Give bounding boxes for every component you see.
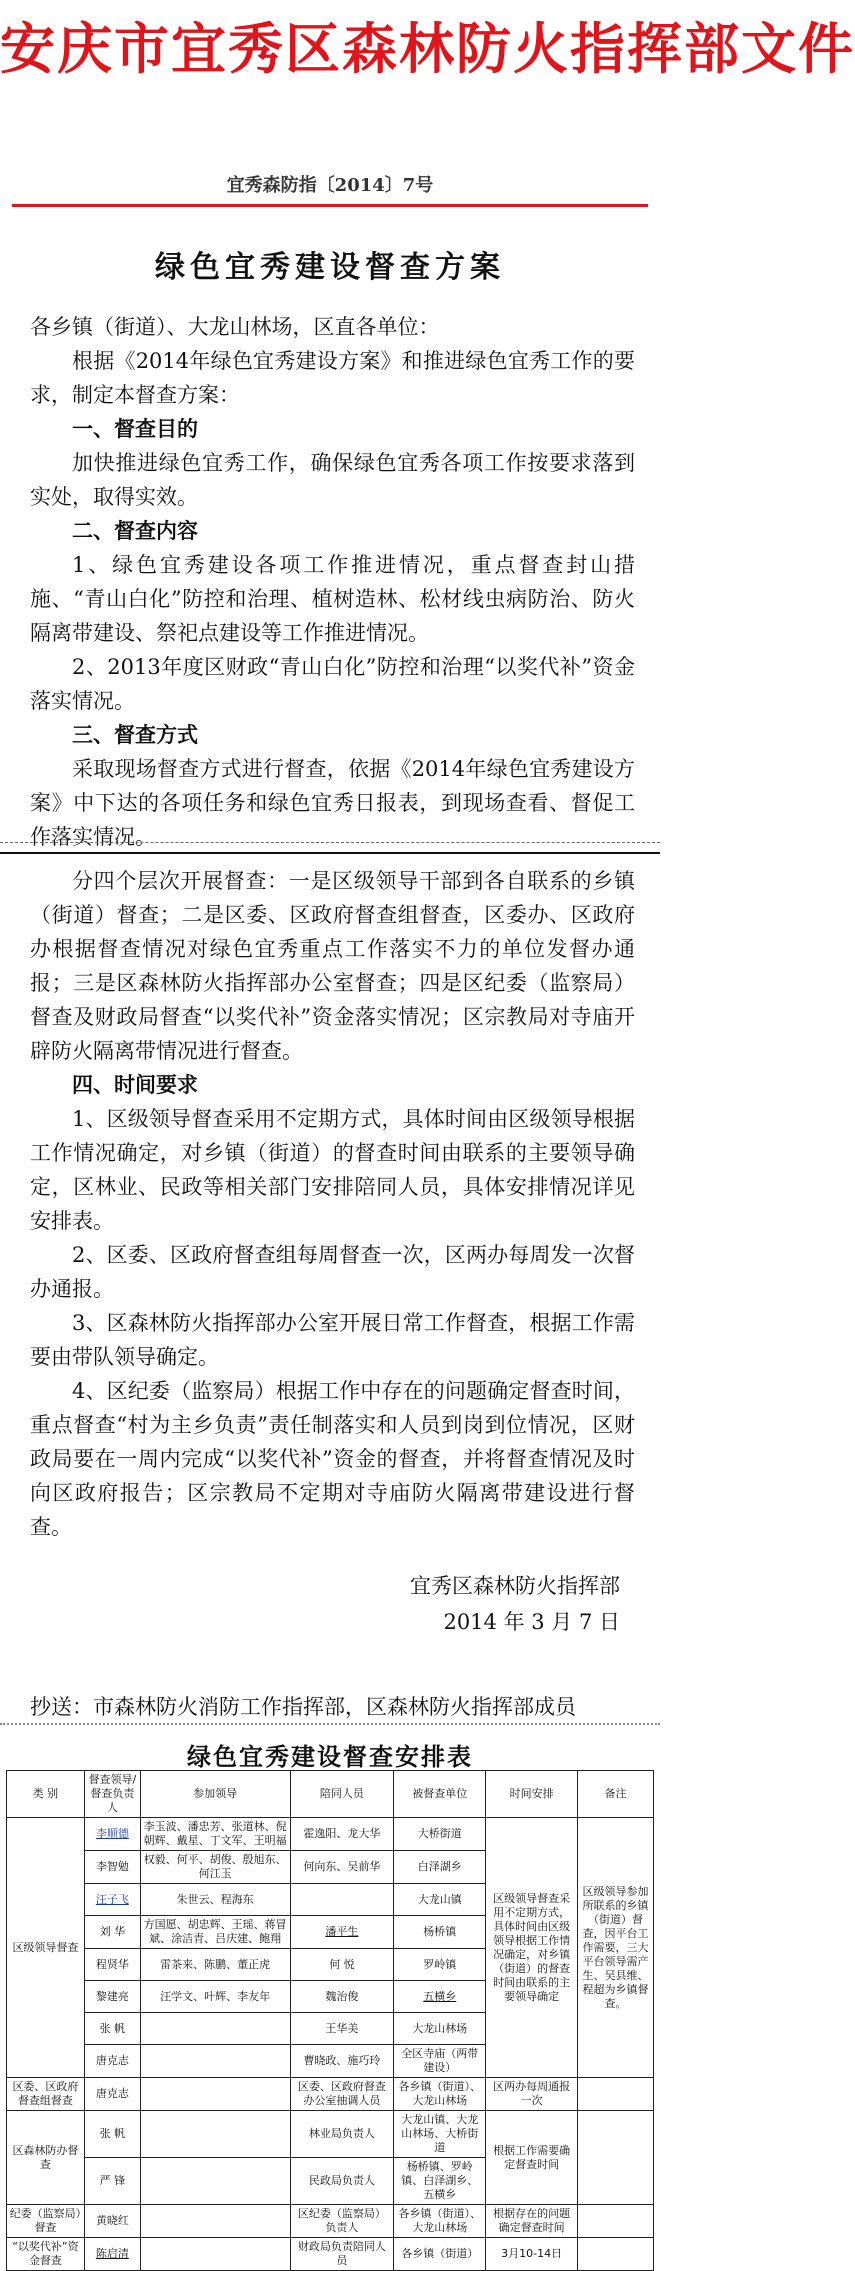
time-cell: 3月10-14日	[486, 2238, 578, 2271]
time-cell: 根据存在的问题确定督查时间	[486, 2205, 578, 2238]
category-cell: 区级领导督查	[7, 1818, 85, 2078]
org-red-header: 安庆市宜秀区森林防火指挥部文件	[0, 17, 855, 81]
signature-block	[410, 1568, 620, 1640]
members-cell: 朱世云、程海东	[140, 1884, 290, 1916]
escort-cell: 区纪委（监察局）负责人	[290, 2205, 394, 2238]
section-1-heading: 一、督查目的	[72, 416, 198, 441]
schedule-title: 绿色宜秀建设督查安排表	[187, 1742, 473, 1771]
page-break-line	[0, 852, 660, 854]
header-cell: 陪同人员	[290, 1771, 394, 1818]
escort-cell: 霍逸阳、龙大华	[290, 1818, 394, 1851]
lead-cell: 李智勉	[84, 1851, 140, 1884]
section-4-paragraph-4: 4、区纪委（监察局）根据工作中存在的问题确定督查时间，重点督查“村为主乡负责”责任制落实和人员到岗到位情况，区财政局要在一周内完成“以奖代补”资金的督查，并将督查情况及时向区政府报告；区宗教局不定期对寺庙防火隔离带建设进行督查。	[30, 1379, 635, 1539]
cc-line: 抄送：市森林防火消防工作指挥部，区森林防火指挥部成员	[30, 1695, 576, 1719]
note-cell	[578, 2078, 654, 2111]
table-row	[7, 2238, 654, 2271]
lead-cell: 刘 华	[84, 1916, 140, 1949]
members-cell	[140, 2111, 290, 2158]
header-cell: 备注	[578, 1771, 654, 1818]
escort-cell: 何向东、吴前华	[290, 1851, 394, 1884]
lead-cell: 黎建亮	[84, 1981, 140, 2013]
unit-cell: 五横乡	[394, 1981, 486, 2013]
time-cell: 区级领导督查采用不定期方式，具体时间由区级领导根据工作情况确定，对乡镇（街道）的督查时间由联系的主要领导确定	[486, 1818, 578, 2078]
category-cell: “以奖代补”资金督查	[7, 2238, 85, 2271]
section-2-paragraph-2: 2、2013年度区财政“青山白化”防控和治理“以奖代补”资金落实情况。	[30, 655, 635, 713]
lead-cell: 严 锋	[84, 2158, 140, 2205]
unit-cell: 大龙山镇、大龙山林场、大桥街道	[394, 2111, 486, 2158]
unit-cell: 大龙山林场	[394, 2013, 486, 2045]
unit-cell: 大桥街道	[394, 1818, 486, 1851]
unit-cell: 各乡镇（街道）、大龙山林场	[394, 2205, 486, 2238]
lead-cell: 唐克志	[84, 2045, 140, 2078]
lead-cell: 汪子飞	[84, 1884, 140, 1916]
unit-cell: 罗岭镇	[394, 1949, 486, 1981]
table-row	[7, 2078, 654, 2111]
escort-cell: 王华美	[290, 2013, 394, 2045]
section-4-paragraph-3: 3、区森林防火指挥部办公室开展日常工作督查，根据工作需要由带队领导确定。	[30, 1311, 635, 1369]
note-cell	[578, 2205, 654, 2238]
schedule-table	[6, 1770, 654, 2271]
section-2-heading: 二、督查内容	[72, 518, 198, 543]
lead-cell: 黄晓红	[84, 2205, 140, 2238]
note-cell	[578, 2238, 654, 2271]
unit-cell: 各乡镇（街道）、大龙山林场	[394, 2078, 486, 2111]
unit-cell: 各乡镇（街道）	[394, 2238, 486, 2271]
header-cell: 参加领导	[140, 1771, 290, 1818]
lead-cell: 程贤华	[84, 1949, 140, 1981]
members-cell	[140, 2238, 290, 2271]
time-cell: 区两办每周通报一次	[486, 2078, 578, 2111]
lead-cell: 张 帆	[84, 2111, 140, 2158]
section-1-paragraph: 加快推进绿色宜秀工作，确保绿色宜秀各项工作按要求落到实处，取得实效。	[30, 451, 635, 509]
signing-date: 2014 年 3 月 7 日	[443, 1610, 620, 1634]
escort-cell: 潘平生	[290, 1916, 394, 1949]
header-cell: 时间安排	[486, 1771, 578, 1818]
section-3-heading: 三、督查方式	[72, 722, 198, 747]
members-cell	[140, 2078, 290, 2111]
time-cell: 根据工作需要确定督查时间	[486, 2111, 578, 2205]
body-part-2	[30, 864, 635, 1544]
salutation: 各乡镇（街道）、大龙山林场，区直各单位：	[30, 315, 440, 339]
section-3-paragraph-1: 采取现场督查方式进行督查，依据《2014年绿色宜秀建设方案》中下达的各项任务和绿色宜秀日报表，到现场查看、督促工作落实情况。	[30, 757, 635, 849]
page-break-dashed	[0, 842, 660, 843]
section-4-heading: 四、时间要求	[72, 1072, 198, 1097]
lead-cell: 张 帆	[84, 2013, 140, 2045]
section-2-paragraph-1: 1、绿色宜秀建设各项工作推进情况，重点督查封山措施、“青山白化”防控和治理、植树造林、松材线虫病防治、防火隔离带建设、祭祀点建设等工作推进情况。	[30, 553, 635, 645]
escort-cell: 区委、区政府督查办公室抽调人员	[290, 2078, 394, 2111]
escort-cell: 曹晓政、施巧玲	[290, 2045, 394, 2078]
unit-cell: 杨桥镇	[394, 1916, 486, 1949]
document-number: 宜秀森防指〔2014〕7号	[226, 175, 434, 196]
members-cell: 权毅、何平、胡俊、殷旭东、何江玉	[140, 1851, 290, 1884]
escort-cell: 何 悦	[290, 1949, 394, 1981]
category-cell: 区委、区政府督查组督查	[7, 2078, 85, 2111]
header-cell: 被督查单位	[394, 1771, 486, 1818]
unit-cell: 全区寺庙（两带建设）	[394, 2045, 486, 2078]
lead-cell: 陈启清	[84, 2238, 140, 2271]
table-row	[7, 1818, 654, 1851]
cc-divider	[0, 1723, 660, 1725]
red-divider	[12, 204, 648, 207]
members-cell: 方国愿、胡忠辉、王瑶、蒋冒斌、涂洁青、吕庆建、鲍翔	[140, 1916, 290, 1949]
unit-cell: 大龙山镇	[394, 1884, 486, 1916]
body-part-1	[30, 310, 635, 854]
escort-cell	[290, 1884, 394, 1916]
escort-cell: 民政局负责人	[290, 2158, 394, 2205]
members-cell	[140, 2045, 290, 2078]
table-row	[7, 2205, 654, 2238]
members-cell	[140, 2158, 290, 2205]
section-4-paragraph-1: 1、区级领导督查采用不定期方式，具体时间由区级领导根据工作情况确定，对乡镇（街道）的督查时间由联系的主要领导确定，区林业、民政等相关部门安排陪同人员，具体安排情况详见安排表。	[30, 1107, 635, 1233]
members-cell	[140, 2013, 290, 2045]
members-cell	[140, 2205, 290, 2238]
signing-organization: 宜秀区森林防火指挥部	[410, 1574, 620, 1598]
escort-cell: 财政局负责陪同人员	[290, 2238, 394, 2271]
intro-paragraph: 根据《2014年绿色宜秀建设方案》和推进绿色宜秀工作的要求，制定本督查方案：	[30, 349, 635, 407]
unit-cell: 白泽湖乡	[394, 1851, 486, 1884]
category-cell: 纪委（监察局）督查	[7, 2205, 85, 2238]
members-cell: 雷茶来、陈鹏、董正虎	[140, 1949, 290, 1981]
escort-cell: 魏治俊	[290, 1981, 394, 2013]
unit-cell: 杨桥镇、罗岭镇、白泽湖乡、五横乡	[394, 2158, 486, 2205]
category-cell: 区森林防办督查	[7, 2111, 85, 2205]
section-3-paragraph-2: 分四个层次开展督查：一是区级领导干部到各自联系的乡镇（街道）督查；二是区委、区政府督查组督查，区委办、区政府办根据督查情况对绿色宜秀重点工作落实不力的单位发督办通报；三是区森林防火指挥部办公室督查；四是区纪委（监察局）督查及财政局督查“以奖代补”资金落实情况；区宗教局对寺庙开辟防火隔离带情况进行督查。	[30, 869, 635, 1063]
document-title: 绿色宜秀建设督查方案	[155, 250, 505, 285]
lead-cell: 李顺德	[84, 1818, 140, 1851]
header-cell: 督查领导/督查负责人	[84, 1771, 140, 1818]
header-cell: 类 别	[7, 1771, 85, 1818]
members-cell: 李玉波、潘忠芳、张道林、倪朝辉、戴星、丁文军、王明福	[140, 1818, 290, 1851]
schedule-header-row	[7, 1771, 654, 1818]
table-row	[7, 2111, 654, 2158]
note-cell	[578, 2111, 654, 2205]
escort-cell: 林业局负责人	[290, 2111, 394, 2158]
lead-cell: 唐克志	[84, 2078, 140, 2111]
section-4-paragraph-2: 2、区委、区政府督查组每周督查一次，区两办每周发一次督办通报。	[30, 1243, 635, 1301]
members-cell: 汪学文、叶辉、李友年	[140, 1981, 290, 2013]
note-cell: 区级领导参加所联系的乡镇（街道）督查，因平台工作需要，三大平台领导需产生、吴县维、程超为乡镇督查。	[578, 1818, 654, 2078]
